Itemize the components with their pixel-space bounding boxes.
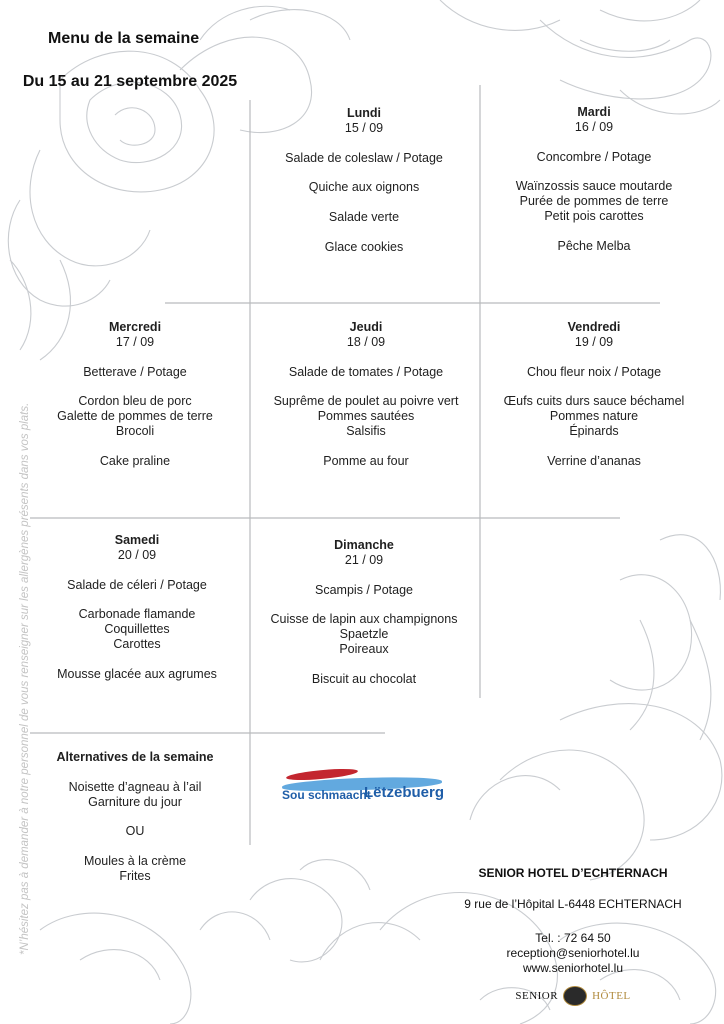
day-name: Jeudi <box>349 320 383 334</box>
dish: Betterave / Potage <box>83 364 187 379</box>
brand-text-left: SENIOR <box>515 990 559 1002</box>
dish: Scampis / Potage <box>315 582 413 597</box>
day-date: 18 / 09 <box>346 334 386 349</box>
senior-hotel-logo <box>455 986 691 1006</box>
alternatives-section <box>30 750 240 884</box>
dish: Moules à la crème <box>83 854 187 869</box>
dish: Poireaux <box>339 641 389 656</box>
dish: Petit pois carottes <box>544 208 644 223</box>
brand-text-right: HÔTEL <box>592 990 631 1002</box>
day-name: Mercredi <box>108 320 162 334</box>
day-name: Vendredi <box>567 320 621 334</box>
day-vendredi <box>489 320 699 469</box>
hotel-email: reception@seniorhotel.lu <box>506 946 640 960</box>
hotel-address: 9 rue de l’Hôpital L-6448 ECHTERNACH <box>464 897 682 911</box>
logo-text-left: Sou schmaacht <box>282 788 371 802</box>
day-name: Lundi <box>346 106 381 120</box>
day-date: 17 / 09 <box>115 334 155 349</box>
dish: Salade de céleri / Potage <box>67 577 207 592</box>
dish: Carbonade flamande <box>78 607 196 622</box>
dish: Cake praline <box>99 453 171 468</box>
dish: Œufs cuits durs sauce béchamel <box>503 394 685 409</box>
day-date: 15 / 09 <box>344 120 384 135</box>
day-date: 19 / 09 <box>574 334 614 349</box>
dish: Brocoli <box>115 423 155 438</box>
dish: Garniture du jour <box>88 794 182 809</box>
hotel-phone: Tel. : 72 64 50 <box>535 931 611 945</box>
dish: Carottes <box>113 636 161 651</box>
dish: Glace cookies <box>324 239 404 254</box>
dish: Noisette d’agneau à l’ail <box>68 779 202 794</box>
dish: Verrine d’ananas <box>547 453 641 468</box>
dish: Suprême de poulet au poivre vert <box>273 394 459 409</box>
day-jeudi <box>261 320 471 469</box>
dish: Purée de pommes de terre <box>519 194 669 209</box>
page-title: Menu de la semaine <box>48 30 200 47</box>
dish: Waïnzossis sauce moutarde <box>515 179 673 194</box>
sou-schmaacht-letzebuerg-logo <box>280 768 450 810</box>
dish: Quiche aux oignons <box>308 180 420 195</box>
dish: Pommes nature <box>549 409 639 424</box>
dish: Chou fleur noix / Potage <box>526 364 662 379</box>
dish: Galette de pommes de terre <box>57 409 213 424</box>
dish: Salade verte <box>328 210 400 225</box>
day-mardi <box>489 105 699 254</box>
day-date: 16 / 09 <box>574 119 614 134</box>
dish: Salade de tomates / Potage <box>288 364 444 379</box>
day-name: Mardi <box>577 105 611 119</box>
day-lundi <box>259 106 469 255</box>
hotel-website: www.seniorhotel.lu <box>522 961 624 975</box>
dish: Concombre / Potage <box>536 149 652 164</box>
dish: Pêche Melba <box>557 238 631 253</box>
dish: Pommes sautées <box>317 409 415 424</box>
hotel-emblem-icon <box>563 986 587 1006</box>
dish: Mousse glacée aux agrumes <box>57 666 217 681</box>
dish: Frites <box>119 868 151 883</box>
week-dates: Du 15 au 21 septembre 2025 <box>22 73 238 90</box>
dish: Pomme au four <box>323 453 409 468</box>
dish: Biscuit au chocolat <box>311 671 417 686</box>
day-dimanche <box>259 538 469 687</box>
logo-text-right: Lëtzebuerg <box>364 784 445 801</box>
day-name: Samedi <box>114 533 160 547</box>
dish: Salade de coleslaw / Potage <box>285 150 443 165</box>
day-date: 20 / 09 <box>117 547 157 562</box>
day-mercredi <box>30 320 240 469</box>
day-samedi <box>32 533 242 682</box>
hotel-info <box>455 866 691 1006</box>
day-date: 21 / 09 <box>344 552 384 567</box>
dish: Épinards <box>569 423 619 438</box>
hotel-name: SENIOR HOTEL D’ECHTERNACH <box>478 866 668 880</box>
allergen-note: *N’hésitez pas à demander à notre personnel de vous renseigner sur les allergènes présents dans vos plats. <box>19 402 31 955</box>
or-separator: OU <box>125 824 145 839</box>
dish: Cordon bleu de porc <box>78 394 192 409</box>
dish: Coquillettes <box>104 622 170 637</box>
dish: Cuisse de lapin aux champignons <box>270 612 458 627</box>
dish: Spaetzle <box>339 627 389 642</box>
day-name: Dimanche <box>334 538 394 552</box>
dish: Salsifis <box>346 423 386 438</box>
alternatives-title: Alternatives de la semaine <box>56 750 214 764</box>
